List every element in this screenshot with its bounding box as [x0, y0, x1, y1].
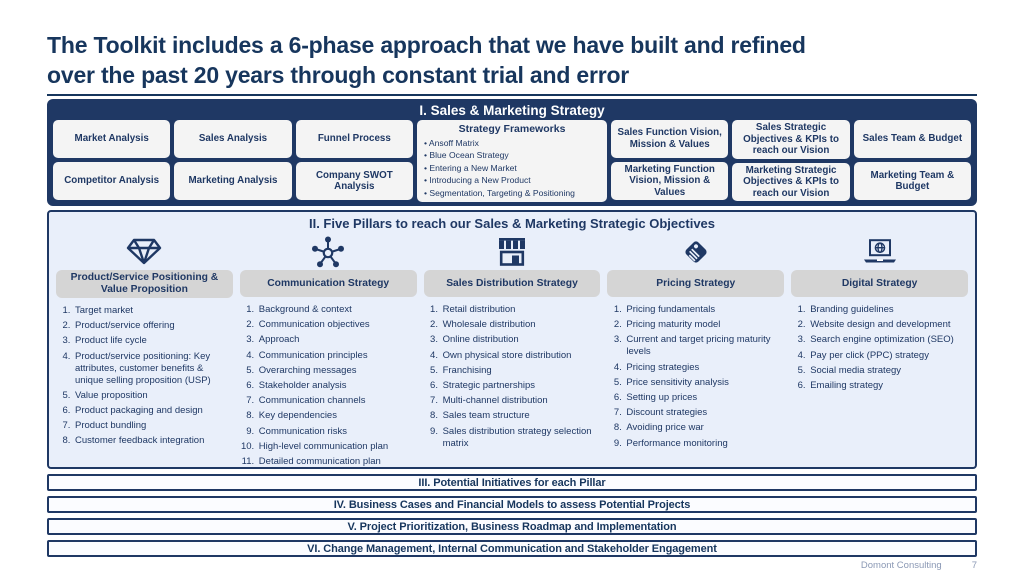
pillar-header-pricing: Pricing Strategy [607, 270, 784, 297]
list-item: 5. Social media strategy [808, 365, 968, 377]
strategy-frameworks-box [417, 120, 607, 202]
slide-footer [861, 560, 977, 571]
list-item: 4. Pay per click (PPC) strategy [808, 350, 968, 362]
list-item: 2. Website design and development [808, 319, 968, 331]
box-sales-analysis: Sales Analysis [174, 120, 291, 158]
list-item: 1. Target market [73, 305, 233, 317]
list-item: 2. Wholesale distribution [441, 319, 601, 331]
list-item: 4. Pricing strategies [624, 362, 784, 374]
list-item: 7. Discount strategies [624, 407, 784, 419]
strategy-frameworks-list [424, 137, 600, 199]
box-sales-function-vision: Sales Function Vision, Mission & Values [611, 120, 728, 158]
diamond-icon [56, 233, 233, 270]
section1-col-vision [611, 120, 728, 200]
list-item: 7. Communication channels [257, 395, 417, 407]
pillar-digital [791, 233, 968, 471]
section1-title: I. Sales & Marketing Strategy [419, 103, 605, 118]
list-item: 2. Communication objectives [257, 319, 417, 331]
list-item: 5. Value proposition [73, 390, 233, 402]
pillar-list-communication [240, 304, 417, 468]
list-item: 8. Key dependencies [257, 410, 417, 422]
list-item: • Ansoff Matrix [424, 137, 600, 149]
pillar-list-pricing [607, 304, 784, 450]
strategy-frameworks-title: Strategy Frameworks [458, 123, 566, 135]
pillar-pricing [607, 233, 784, 471]
pillar-header-product-positioning: Product/Service Positioning & Value Proposition [56, 270, 233, 298]
list-item: 6. Strategic partnerships [441, 380, 601, 392]
pillar-header-sales-distribution: Sales Distribution Strategy [424, 270, 601, 297]
pillars-row [56, 233, 968, 471]
box-marketing-analysis: Marketing Analysis [174, 162, 291, 200]
list-item: 5. Price sensitivity analysis [624, 377, 784, 389]
page-title [47, 0, 977, 90]
laptop-globe-icon [791, 233, 968, 270]
footer-company: Domont Consulting [860, 560, 942, 571]
list-item: 8. Customer feedback integration [73, 435, 233, 447]
box-marketing-strategic-objectives: Marketing Strategic Objectives & KPIs to reach our Vision [732, 163, 849, 202]
list-item: • Blue Ocean Strategy [424, 149, 600, 161]
list-item: 9. Sales distribution strategy selection matrix [441, 426, 601, 450]
section1-grid [53, 120, 971, 200]
box-market-analysis: Market Analysis [53, 120, 170, 158]
pillar-list-product-positioning [56, 305, 233, 447]
list-item: 6. Product packaging and design [73, 405, 233, 417]
footer-page-number: 7 [971, 560, 977, 571]
list-item: 10. High-level communication plan [257, 441, 417, 453]
list-item: 6. Emailing strategy [808, 380, 968, 392]
phase-bar-initiatives: III. Potential Initiatives for each Pillar [47, 474, 977, 491]
section2-title: II. Five Pillars to reach our Sales & Marketing Strategic Objectives [308, 216, 716, 231]
list-item: 3. Current and target pricing maturity levels [624, 334, 784, 358]
list-item: • Segmentation, Targeting & Positioning [424, 187, 600, 199]
list-item: 6. Setting up prices [624, 392, 784, 404]
title-underline [47, 94, 977, 96]
box-marketing-function-vision: Marketing Function Vision, Mission & Values [611, 162, 728, 201]
list-item: 7. Product bundling [73, 420, 233, 432]
pillar-sales-distribution [424, 233, 601, 471]
list-item: 9. Communication risks [257, 426, 417, 438]
phase-bar-business-cases: IV. Business Cases and Financial Models to assess Potential Projects [47, 496, 977, 513]
section1-col-budget [854, 120, 971, 200]
section1-col-objectives [732, 120, 849, 200]
list-item: 1. Retail distribution [441, 304, 601, 316]
list-item: 6. Stakeholder analysis [257, 380, 417, 392]
box-funnel-process: Funnel Process [296, 120, 413, 158]
list-item: • Introducing a New Product [424, 174, 600, 186]
list-item: • Entering a New Market [424, 162, 600, 174]
price-tag-icon [607, 233, 784, 270]
list-item: 2. Product/service offering [73, 320, 233, 332]
box-competitor-analysis: Competitor Analysis [53, 162, 170, 200]
list-item: 4. Own physical store distribution [441, 350, 601, 362]
list-item: 5. Overarching messages [257, 365, 417, 377]
box-company-swot: Company SWOT Analysis [296, 162, 413, 200]
list-item: 7. Multi-channel distribution [441, 395, 601, 407]
box-sales-team-budget: Sales Team & Budget [854, 120, 971, 158]
pillar-product-positioning [56, 233, 233, 471]
pillar-list-digital [791, 304, 968, 392]
page-title-line1: The Toolkit includes a 6-phase approach that we have built and refined [47, 32, 806, 58]
network-icon [240, 233, 417, 270]
list-item: 11. Detailed communication plan [257, 456, 417, 468]
pillar-header-digital: Digital Strategy [791, 270, 968, 297]
list-item: 1. Background & context [257, 304, 417, 316]
pillar-header-communication: Communication Strategy [240, 270, 417, 297]
list-item: 4. Product/service positioning: Key attributes, customer benefits & unique selling proposition (USP) [73, 351, 233, 387]
pillar-communication [240, 233, 417, 471]
list-item: 3. Approach [257, 334, 417, 346]
box-marketing-team-budget: Marketing Team & Budget [854, 162, 971, 200]
section-sales-marketing-strategy [47, 99, 977, 206]
section-five-pillars [47, 210, 977, 469]
section1-col-funnel [296, 120, 413, 200]
list-item: 1. Branding guidelines [808, 304, 968, 316]
section1-col-frameworks [417, 120, 607, 200]
phase-bar-change-management: VI. Change Management, Internal Communication and Stakeholder Engagement [47, 540, 977, 557]
phase-bar-prioritization: V. Project Prioritization, Business Roadmap and Implementation [47, 518, 977, 535]
list-item: 1. Pricing fundamentals [624, 304, 784, 316]
list-item: 3. Online distribution [441, 334, 601, 346]
list-item: 5. Franchising [441, 365, 601, 377]
box-sales-strategic-objectives: Sales Strategic Objectives & KPIs to reach our Vision [732, 120, 849, 159]
list-item: 3. Search engine optimization (SEO) [808, 334, 968, 346]
pillar-list-sales-distribution [424, 304, 601, 450]
list-item: 8. Sales team structure [441, 410, 601, 422]
list-item: 2. Pricing maturity model [624, 319, 784, 331]
list-item: 8. Avoiding price war [624, 422, 784, 434]
list-item: 9. Performance monitoring [624, 438, 784, 450]
section1-col-market [53, 120, 170, 200]
section1-col-sales [174, 120, 291, 200]
list-item: 4. Communication principles [257, 350, 417, 362]
list-item: 3. Product life cycle [73, 335, 233, 347]
page-title-line2: over the past 20 years through constant trial and error [47, 62, 630, 88]
storefront-icon [424, 233, 601, 270]
